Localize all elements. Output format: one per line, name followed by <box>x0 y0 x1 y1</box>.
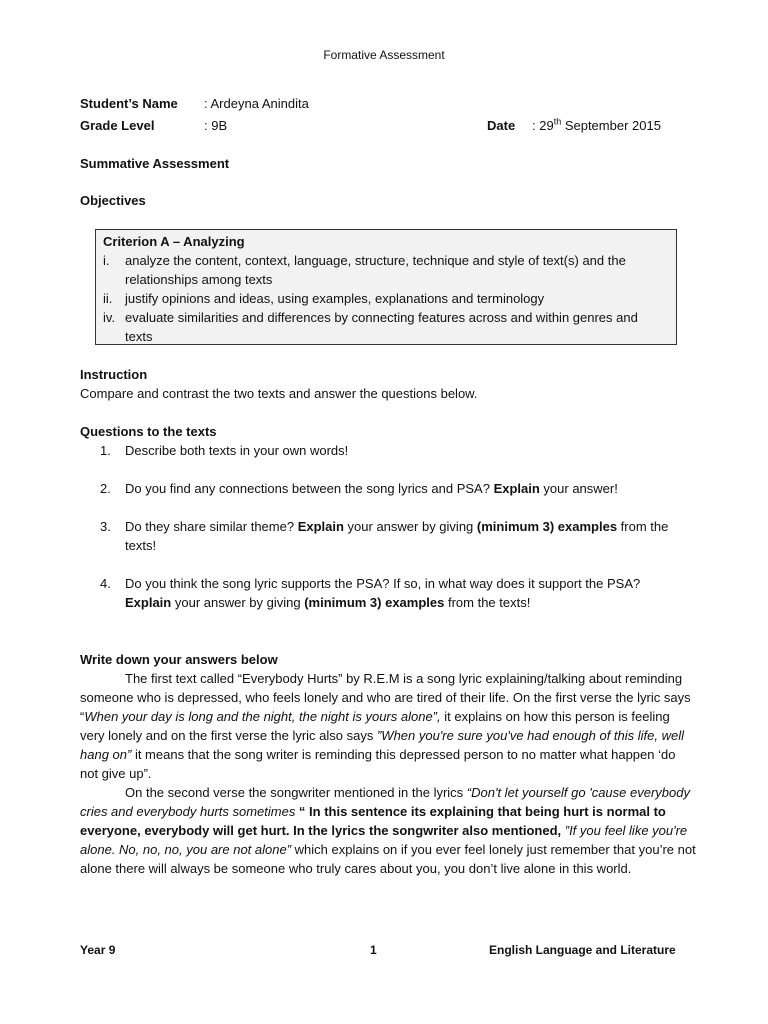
document-title: Formative Assessment <box>323 48 445 62</box>
criterion-title: Criterion A – Analyzing <box>103 234 245 249</box>
question-item: 1. Describe both texts in your own words! <box>100 443 349 458</box>
objectives-heading: Objectives <box>80 193 146 208</box>
summative-heading: Summative Assessment <box>80 156 230 171</box>
answers-section <box>80 650 696 878</box>
instruction-section <box>80 365 690 403</box>
criterion-item: ii. justify opinions and ideas, using examples, explanations and terminology <box>103 291 545 306</box>
instruction-heading: Instruction <box>80 367 148 382</box>
grade-level-label: Grade Level <box>80 118 155 133</box>
answer-paragraph: The first text called “Everybody Hurts” by R.E.M is a song lyric explaining/talking about reminding someone who is depressed, who feels lonely and who are tired of their life. On the first verse the lyric says “When your day is long and the night, the night is yours alone”, it explains on how this person is feeling very lonely and on the first verse the lyric also says ”When you're sure you've had enough of this life, well hang on” it means that the song writer is reminding this depressed person to no matter what happen ‘do not give up”. <box>80 671 691 781</box>
footer-subject: English Language and Literature <box>489 943 676 957</box>
date-label: Date <box>487 118 516 133</box>
instruction-text: Compare and contrast the two texts and answer the questions below. <box>80 386 478 401</box>
criterion-item: i. analyze the content, context, language, structure, technique and style of text(s) and the relationships among texts <box>103 253 626 287</box>
question-item: 2. Do you find any connections between the song lyrics and PSA? Explain your answer! <box>100 481 618 496</box>
criterion-item: iv. evaluate similarities and differences by connecting features across and within genres and texts <box>103 310 638 344</box>
question-item: 4. Do you think the song lyric supports the PSA? If so, in what way does it support the PSA? Explain your answer by giving (minimum 3) examples from the texts! <box>100 576 641 610</box>
student-name-value: : Ardeyna Anindita <box>204 96 309 111</box>
question-item: 3. Do they share similar theme? Explain your answer by giving (minimum 3) examples from the texts! <box>100 519 669 553</box>
date-value: : 29th September 2015 <box>532 116 661 133</box>
answers-heading: Write down your answers below <box>80 652 278 667</box>
questions-heading: Questions to the texts <box>80 424 217 439</box>
answer-paragraph: On the second verse the songwriter mentioned in the lyrics “Don't let yourself go 'cause everybody cries and everybody hurts sometimes “ In this sentence its explaining that being hurt is normal to everyone, everybody will get hurt. In the lyrics the songwriter also mentioned, ”If you feel like you're alone. No, no, no, you are not alone” which explains on if you ever feel lonely just remember that you’re not alone there will always be someone who truly cares about you, you don’t live alone in this world. <box>80 785 696 876</box>
grade-level-value: : 9B <box>204 118 228 133</box>
student-name-label: Student’s Name <box>80 96 178 111</box>
footer-year: Year 9 <box>80 943 116 957</box>
questions-section <box>80 422 690 631</box>
criterion-box <box>95 229 677 345</box>
footer-page-number: 1 <box>370 943 377 957</box>
